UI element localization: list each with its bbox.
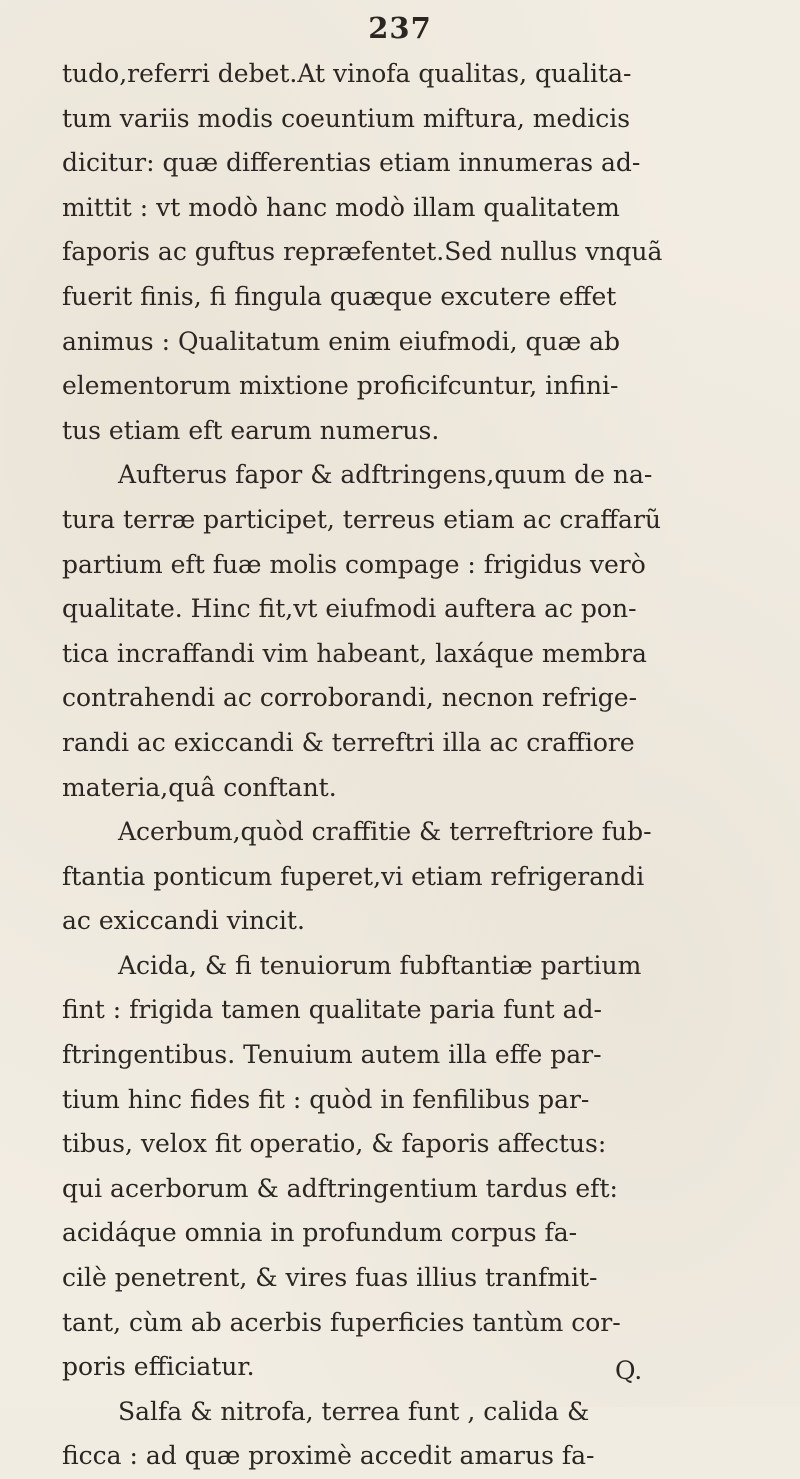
text-line: poris efficiatur. <box>62 1352 255 1382</box>
text-line: tudo,referri debet.At vinofa qualitas, qualita- <box>62 59 632 88</box>
text-line: fuerit finis, fi fingula quæque excutere effet <box>62 281 617 311</box>
text-line: ftantia ponticum fuperet,vi etiam refrigerandi <box>62 861 645 891</box>
text-line: Acerbum,quòd craffitie & terreftriore fub- <box>118 817 652 847</box>
text-line: partium eft fuæ molis compage : frigidus verò <box>62 549 646 579</box>
text-line: contrahendi ac corroborandi, necnon refrige- <box>62 683 638 713</box>
text-line: tica incraffandi vim habeant, laxáque membra <box>62 638 647 668</box>
text-line: ftringentibus. Tenuium autem illa effe par- <box>62 1040 602 1070</box>
text-line: tura terræ participet, terreus etiam ac craffarũ <box>62 504 662 534</box>
text-line: tus etiam eft earum numerus. <box>62 415 440 445</box>
text-line: ac exiccandi vincit. <box>62 906 305 936</box>
text-line: tant, cùm ab acerbis fuperficies tantùm cor- <box>62 1307 621 1337</box>
text-line: elementorum mixtione proficifcuntur, infini- <box>62 371 619 401</box>
text-line: tium hinc fides fit : quòd in fenfilibus par- <box>62 1084 590 1114</box>
text-line: acidáque omnia in profundum corpus fa- <box>62 1218 578 1248</box>
text-line: fint : frigida tamen qualitate paria funt ad- <box>62 995 602 1025</box>
catchword: Q. <box>615 1356 643 1385</box>
text-line: qualitate. Hinc fit,vt eiufmodi auftera ac pon- <box>62 594 637 624</box>
page-number: 237 <box>368 11 432 45</box>
text-line: tibus, velox fit operatio, & faporis affectus: <box>62 1129 607 1159</box>
text-line: tum variis modis coeuntium miftura, medicis <box>62 103 631 133</box>
text-line: ficca : ad quæ proximè accedit amarus fa- <box>62 1441 595 1471</box>
text-line: mittit : vt modò hanc modò illam qualitatem <box>62 192 620 222</box>
body-text <box>62 52 722 1479</box>
text-line: faporis ac guftus repræfentet.Sed nullus vnquã <box>62 237 663 267</box>
text-line: Acida, & fi tenuiorum fubftantiæ partium <box>118 950 642 980</box>
text-line: animus : Qualitatum enim eiufmodi, quæ ab <box>62 326 620 356</box>
text-line: Salfa & nitrofa, terrea funt , calida & <box>118 1396 590 1426</box>
text-line: cilè penetrent, & vires fuas illius tranfmit- <box>62 1263 598 1293</box>
text-line: materia,quâ conftant. <box>62 772 337 802</box>
text-line: qui acerborum & adftringentium tardus eft: <box>62 1173 618 1203</box>
text-line: Aufterus fapor & adftringens,quum de na- <box>118 460 653 490</box>
text-line: randi ac exiccandi & terreftri illa ac craffiore <box>62 727 635 757</box>
text-line: dicitur: quæ differentias etiam innumeras ad- <box>62 148 641 178</box>
